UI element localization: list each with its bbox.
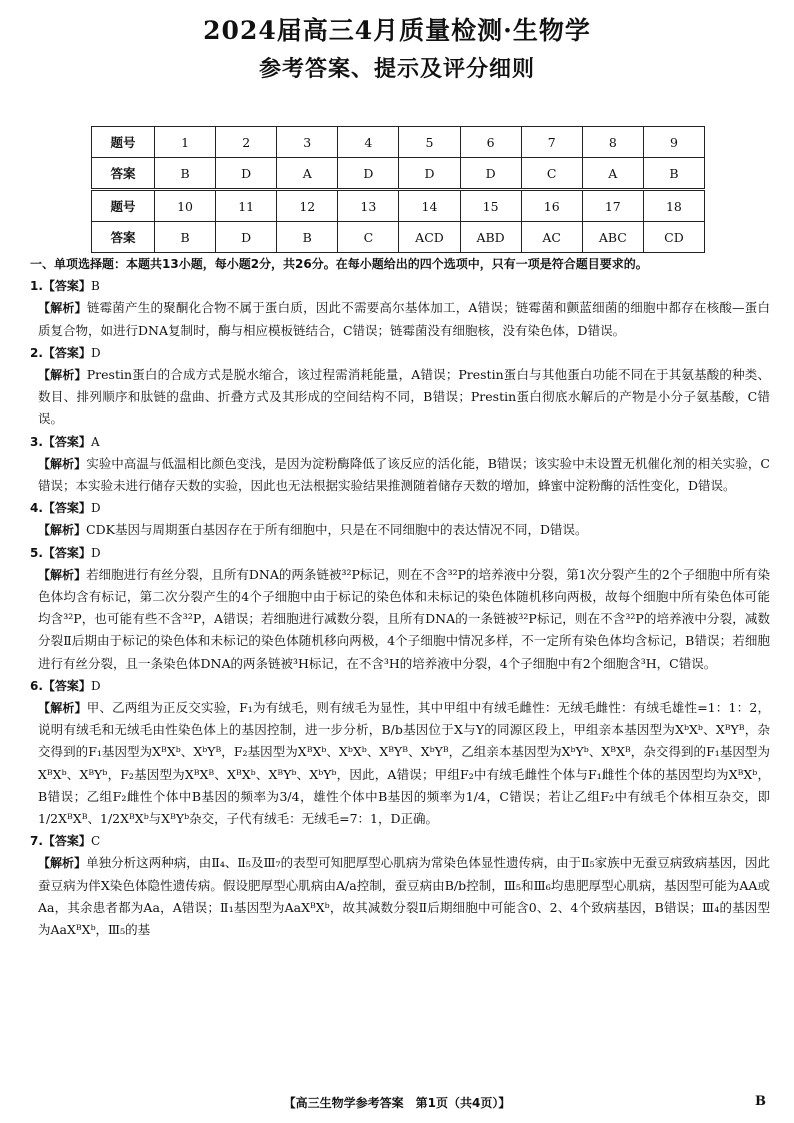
explanation-text: CDK基因与周期蛋白基因存在于所有细胞中，只是在不同细胞中的表达情况不同，D错误。 xyxy=(86,522,588,538)
explanation-text: 链霉菌产生的聚酮化合物不属于蛋白质，因此不需要高尔基体加工，A错误；链霉菌和颤蓝细菌的细胞中都存在核酸—蛋白质复合物，如进行DNA复制时，酶与相应模板链结合，C错误；链霉菌没有细胞核，没有染色体，D错误。 xyxy=(38,300,770,338)
question-number-cell: 7 xyxy=(521,127,582,158)
question-number: 6. xyxy=(30,678,43,693)
answer-cell: ABD xyxy=(460,222,521,253)
answer-cell: C xyxy=(338,222,399,253)
explanation-paragraph xyxy=(30,364,770,431)
explanation-paragraph xyxy=(30,697,770,830)
row-header-question: 题号 xyxy=(92,127,155,158)
explanation-text: Prestin蛋白的合成方式是脱水缩合，该过程需消耗能量，A错误；Prestin蛋白与其他蛋白功能不同在于其氨基酸的种类、数目、排列顺序和肽链的盘曲、折叠方式及其形成的空间结构不同，B错误；Prestin蛋白彻底水解后的产物是小分子氨基酸，C错误。 xyxy=(38,367,770,427)
answer-value: D xyxy=(90,545,101,560)
answer-value: D xyxy=(90,501,101,516)
question-number: 7. xyxy=(30,834,43,849)
answer-value: D xyxy=(90,678,101,693)
question-number-cell: 6 xyxy=(460,127,521,158)
answer-cell: ACD xyxy=(399,222,460,253)
question-number: 5. xyxy=(30,545,43,560)
answer-cell: D xyxy=(399,158,460,190)
answer-tag: 【答案】 xyxy=(42,345,91,360)
question-number-cell: 18 xyxy=(643,190,704,222)
question-number-cell: 4 xyxy=(338,127,399,158)
question-number: 3. xyxy=(30,434,43,449)
explanation-paragraph xyxy=(30,564,770,675)
answer-cell: CD xyxy=(643,222,704,253)
question-number-cell: 10 xyxy=(155,190,216,222)
answer-cell: ABC xyxy=(582,222,643,253)
answer-value: B xyxy=(90,279,100,294)
page-footer: 【高三生物学参考答案 第1页（共4页）】 xyxy=(283,1096,511,1110)
question-number-cell: 8 xyxy=(582,127,643,158)
answer-cell: B xyxy=(643,158,704,190)
question-number: 1. xyxy=(30,279,43,294)
explanation-text: 单独分析这两种病，由Ⅱ₄、Ⅱ₅及Ⅲ₇的表型可知肥厚型心肌病为常染色体显性遗传病，由于Ⅱ₅家族中无蚕豆病致病基因，因此蚕豆病为伴X染色体隐性遗传病。假设肥厚型心肌病由A/a控制，蚕豆病由B/b控制，Ⅲ₅和Ⅲ₆均患肥厚型心肌病，基因型可能为AA或Aa，其余患者都为Aa，A错误；Ⅱ₁基因型为AaXᴮXᵇ，故其减数分裂Ⅱ后期细胞中可能含0、2、4个致病基因，B错误；Ⅲ₄的基因型为AaXᴮXᵇ，Ⅲ₅的基 xyxy=(38,855,770,938)
answer-line xyxy=(30,675,770,697)
answer-cell: A xyxy=(582,158,643,190)
question-number-row xyxy=(92,127,705,158)
answer-cell: A xyxy=(277,158,338,190)
answer-cell: D xyxy=(338,158,399,190)
explanation-text: 若细胞进行有丝分裂，且所有DNA的两条链被³²P标记，则在不含³²P的培养液中分裂，第1次分裂产生的2个子细胞中所有染色体均含有标记，第二次分裂产生的4个子细胞中由于标记的染色体和未标记的染色体随机移向两极，故每个细胞中所有染色体可能均含³²P，也可能有些不含³²P，A错误；若细胞进行减数分裂，且所有DNA的一条链被³²P标记，则在不含³²P的培养液中分裂，减数分裂Ⅱ后期由于标记的染色体和未标记的染色体随机移向两极，4个子细胞中情况多样，不一定所有染色体均含标记，B错误；若细胞进行有丝分裂，且一条染色体DNA的两条链被³H标记，在不含³H的培养液中分裂，4个子细胞中有2个细胞含³H，C错误。 xyxy=(38,566,770,671)
answer-cell: B xyxy=(155,158,216,190)
answer-cell: B xyxy=(277,222,338,253)
answer-row xyxy=(92,222,705,253)
explanation-text: 甲、乙两组为正反交实验，F₁为有绒毛，则有绒毛为显性，其中甲组中有绒毛雌性：无绒毛雌性：有绒毛雄性=1：1：2，说明有绒毛和无绒毛由性染色体上的基因控制，进一步分析，B/b基因位于X与Y的同源区段上，甲组亲本基因型为XᵇXᵇ、XᴮYᴮ，杂交得到的F₁基因型为XᴮXᵇ、XᵇYᴮ，F₂基因型为XᴮXᵇ、XᵇXᵇ、XᴮYᴮ、XᵇYᴮ，乙组亲本基因型为XᵇYᵇ、XᴮXᴮ，杂交得到的F₁基因型为XᴮXᵇ、XᴮYᵇ，F₂基因型为XᴮXᴮ、XᴮXᵇ、XᴮYᵇ、XᵇYᵇ，因此，A错误；甲组F₂中有绒毛雌性个体与F₁雌性个体的基因型均为XᴮXᵇ，B错误；乙组F₂雌性个体中B基因的频率为3/4，雄性个体中B基因的频率为1/4，C错误；若让乙组F₂中有绒毛个体相互杂交，即1/2XᴮXᴮ、1/2XᴮXᵇ与XᴮYᵇ杂交，子代有绒毛：无绒毛=7：1，D正确。 xyxy=(38,700,770,827)
answer-cell: C xyxy=(521,158,582,190)
explanation-paragraph xyxy=(30,297,770,341)
version-mark: B xyxy=(755,1094,766,1109)
answer-cell: D xyxy=(460,158,521,190)
answer-cell: B xyxy=(155,222,216,253)
explanation-text: 实验中高温与低温相比颜色变浅，是因为淀粉酶降低了该反应的活化能，B错误；该实验中未设置无机催化剂的相关实验，C错误；本实验未进行储存天数的实验，因此也无法根据实验结果推测随着储存天数的增加，蜂蜜中淀粉酶的活性变化，D错误。 xyxy=(38,455,770,494)
question-number-cell: 2 xyxy=(216,127,277,158)
answer-line xyxy=(30,275,770,297)
answer-row xyxy=(92,158,705,190)
answer-body xyxy=(30,253,770,941)
question-number-cell: 17 xyxy=(582,190,643,222)
explanation-paragraph xyxy=(30,852,770,941)
answer-tag: 【答案】 xyxy=(42,834,91,849)
question-number: 4. xyxy=(30,501,43,516)
question-number-cell: 15 xyxy=(460,190,521,222)
question-number-row xyxy=(92,190,705,222)
answer-tag: 【答案】 xyxy=(42,545,91,560)
explanation-tag: 【解析】 xyxy=(38,567,87,582)
answer-line xyxy=(30,342,770,364)
answer-cell: D xyxy=(216,158,277,190)
answer-value: C xyxy=(90,834,101,849)
row-header-answer: 答案 xyxy=(92,158,155,190)
question-number-cell: 1 xyxy=(155,127,216,158)
explanation-paragraph xyxy=(30,453,770,497)
answer-tag: 【答案】 xyxy=(42,279,91,294)
answer-table xyxy=(91,126,705,253)
section-heading: 一、单项选择题：本题共13小题，每小题2分，共26分。在每小题给出的四个选项中，只有一项是符合题目要求的。 xyxy=(30,257,648,271)
answer-cell: D xyxy=(216,222,277,253)
question-number-cell: 13 xyxy=(338,190,399,222)
question-number-cell: 16 xyxy=(521,190,582,222)
question-list xyxy=(30,275,770,941)
question-number-cell: 14 xyxy=(399,190,460,222)
explanation-tag: 【解析】 xyxy=(38,856,87,871)
question-number-cell: 5 xyxy=(399,127,460,158)
answer-tag: 【答案】 xyxy=(42,434,91,449)
question-number: 2. xyxy=(30,345,43,360)
question-number-cell: 11 xyxy=(216,190,277,222)
answer-cell: AC xyxy=(521,222,582,253)
answer-tag: 【答案】 xyxy=(42,501,91,516)
answer-line xyxy=(30,542,770,564)
question-number-cell: 12 xyxy=(277,190,338,222)
page-title: 2024届高三4月质量检测·生物学 xyxy=(203,16,591,45)
page-subtitle: 参考答案、提示及评分细则 xyxy=(258,56,535,82)
explanation-tag: 【解析】 xyxy=(38,301,87,316)
answer-line xyxy=(30,431,770,453)
question-number-cell: 3 xyxy=(277,127,338,158)
explanation-tag: 【解析】 xyxy=(38,701,87,716)
row-header-answer: 答案 xyxy=(92,222,155,253)
explanation-tag: 【解析】 xyxy=(38,523,87,538)
answer-line xyxy=(30,497,770,519)
row-header-question: 题号 xyxy=(92,190,155,222)
answer-tag: 【答案】 xyxy=(42,678,91,693)
answer-line xyxy=(30,830,770,852)
explanation-tag: 【解析】 xyxy=(38,368,87,383)
question-number-cell: 9 xyxy=(643,127,704,158)
explanation-paragraph xyxy=(30,519,770,541)
explanation-tag: 【解析】 xyxy=(38,456,87,471)
answer-value: A xyxy=(90,434,100,449)
answer-value: D xyxy=(90,345,101,360)
